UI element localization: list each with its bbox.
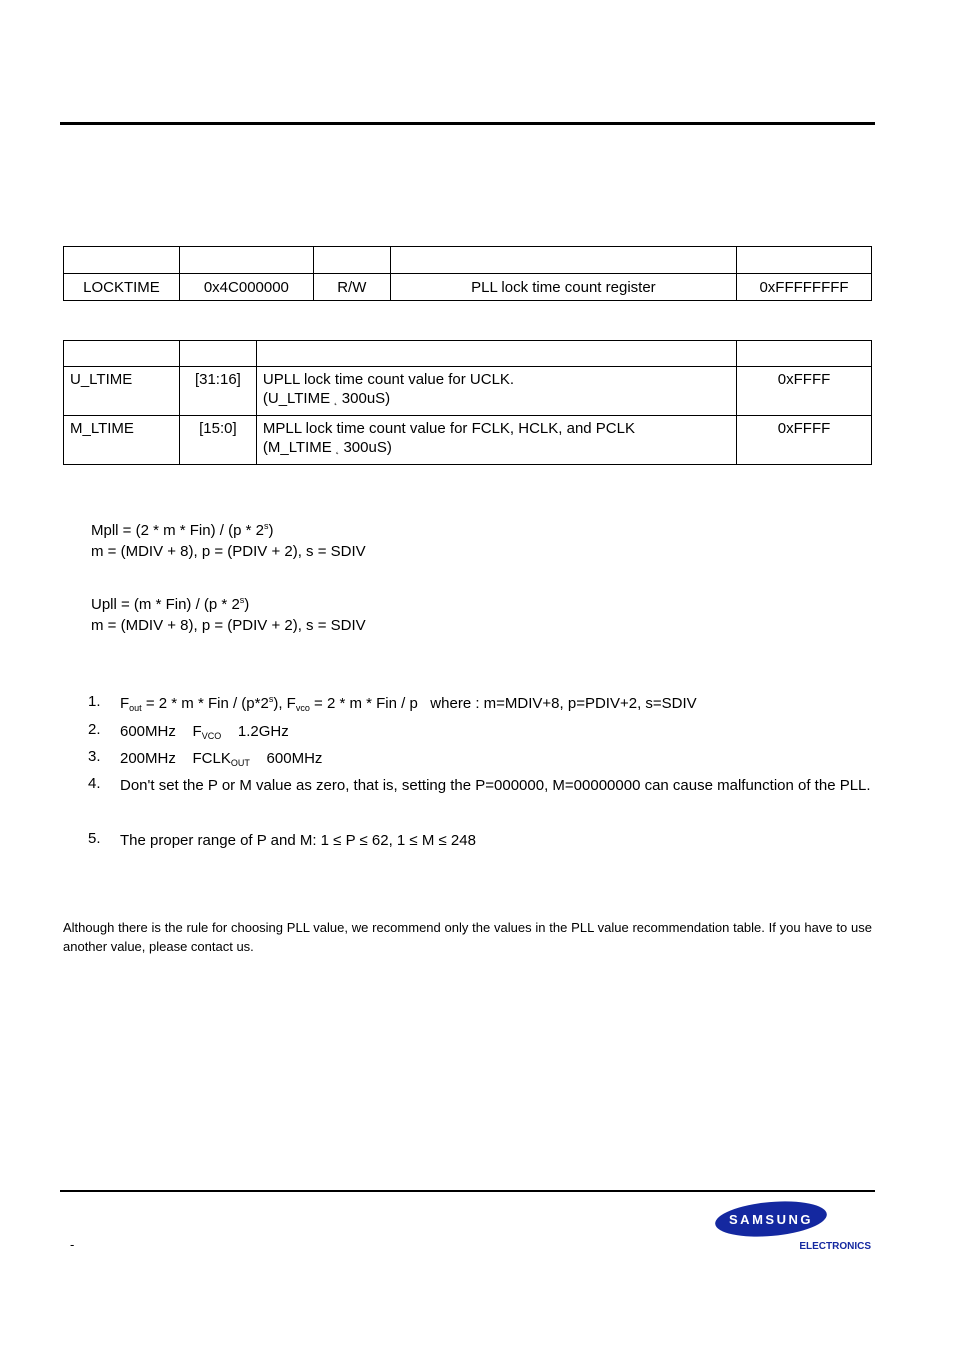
upll-variables: m = (MDIV + 8), p = (PDIV + 2), s = SDIV — [91, 617, 366, 634]
header-cell — [737, 247, 872, 274]
recommendation-note: Although there is the rule for choosing PLL value, we recommend only the values in the PLL value recommendation table. If you have to use another value, please contact us. — [63, 920, 872, 954]
upll-equation-text: Upll = (m * Fin) / (p * 2 — [91, 596, 240, 613]
field-description-line1: UPLL lock time count value for UCLK. — [262, 371, 515, 388]
field-description-symbol: ˛ — [334, 395, 338, 406]
rule-3-sub: OUT — [230, 758, 250, 768]
rule-3-part-a: 200MHz FCLK — [120, 750, 231, 767]
logo-wordmark: SAMSUNG — [729, 1212, 813, 1227]
header-cell — [179, 341, 256, 367]
register-description: PLL lock time count register — [390, 274, 736, 301]
rule-1-f: F — [120, 695, 130, 712]
upll-exponent: s — [239, 595, 245, 605]
rule-2-part-a: 600MHz F — [120, 723, 202, 740]
list-number: 5. — [88, 830, 101, 847]
register-table — [63, 246, 872, 301]
logo-subtitle: ELECTRONICS — [799, 1241, 871, 1252]
field-description — [256, 416, 736, 465]
rule-1-sup-s: s — [268, 694, 274, 704]
upll-equation — [91, 594, 366, 615]
table-row — [64, 274, 872, 301]
mpll-equation — [91, 520, 366, 541]
rule-1-sub-out: out — [129, 703, 142, 713]
list-number: 1. — [88, 693, 101, 710]
field-bits: [31:16] — [179, 367, 256, 416]
table-row — [64, 416, 872, 465]
list-number: 3. — [88, 748, 101, 765]
field-name: M_LTIME — [64, 416, 180, 465]
register-name: LOCKTIME — [64, 274, 180, 301]
register-reset-value: 0xFFFFFFFF — [737, 274, 872, 301]
header-cell — [64, 341, 180, 367]
rule-2-sub: VCO — [201, 731, 222, 741]
rule-1-text — [120, 693, 873, 714]
bitfield-table-header — [64, 341, 872, 367]
mpll-variables: m = (MDIV + 8), p = (PDIV + 2), s = SDIV — [91, 543, 366, 560]
field-description-line2b: 300uS) — [341, 390, 391, 407]
samsung-logo — [714, 1198, 874, 1258]
rule-2-part-b: 1.2GHz — [221, 723, 289, 740]
header-cell — [256, 341, 736, 367]
rule-1-sub-vco: vco — [295, 703, 310, 713]
header-cell — [64, 247, 180, 274]
rule-3-part-b: 600MHz — [249, 750, 323, 767]
mpll-equation-text: Mpll = (2 * m * Fin) / (p * 2 — [91, 522, 264, 539]
mpll-equation-close: ) — [268, 522, 274, 539]
samsung-logo-icon — [714, 1198, 874, 1258]
header-cell — [313, 247, 390, 274]
footer-rule — [60, 1190, 875, 1192]
upll-formula — [91, 594, 366, 636]
rule-1-part-c: = 2 * m * Fin / p where : m=MDIV+8, p=PDIV+2, s=SDIV — [309, 695, 697, 712]
mpll-exponent: s — [263, 521, 269, 531]
list-number: 4. — [88, 775, 101, 792]
field-name: U_LTIME — [64, 367, 180, 416]
header-rule — [60, 122, 875, 125]
register-access: R/W — [313, 274, 390, 301]
field-description-line2a: (U_LTIME — [262, 390, 331, 407]
mpll-formula — [91, 520, 366, 562]
field-description — [256, 367, 736, 416]
page-number: - — [70, 1237, 75, 1252]
rule-2-text — [120, 721, 873, 742]
upll-equation-close: ) — [244, 596, 250, 613]
header-cell — [737, 341, 872, 367]
rule-5-text: The proper range of P and M: 1 ≤ P ≤ 62, 1 ≤ M ≤ 248 — [120, 832, 476, 849]
field-description-line2a: (M_LTIME — [262, 439, 332, 456]
header-cell — [390, 247, 736, 274]
header-cell — [179, 247, 313, 274]
table-row — [64, 367, 872, 416]
list-number: 2. — [88, 721, 101, 738]
rule-4-text: Don't set the P or M value as zero, that is, setting the P=000000, M=00000000 can cause malfunction of the PLL. — [120, 777, 871, 794]
register-address: 0x4C000000 — [179, 274, 313, 301]
field-initial-value: 0xFFFF — [737, 416, 872, 465]
register-table-header — [64, 247, 872, 274]
field-description-line1: MPLL lock time count value for FCLK, HCLK, and PCLK — [262, 420, 635, 437]
field-description-line2b: 300uS) — [343, 439, 392, 456]
rule-1-part-a: = 2 * m * Fin / (p*2 — [141, 695, 269, 712]
bitfield-table — [63, 340, 872, 465]
rule-1-part-b: ), F — [273, 695, 296, 712]
field-initial-value: 0xFFFF — [737, 367, 872, 416]
rule-3-text — [120, 748, 873, 769]
field-bits: [15:0] — [179, 416, 256, 465]
field-description-symbol: ˛ — [335, 444, 340, 455]
